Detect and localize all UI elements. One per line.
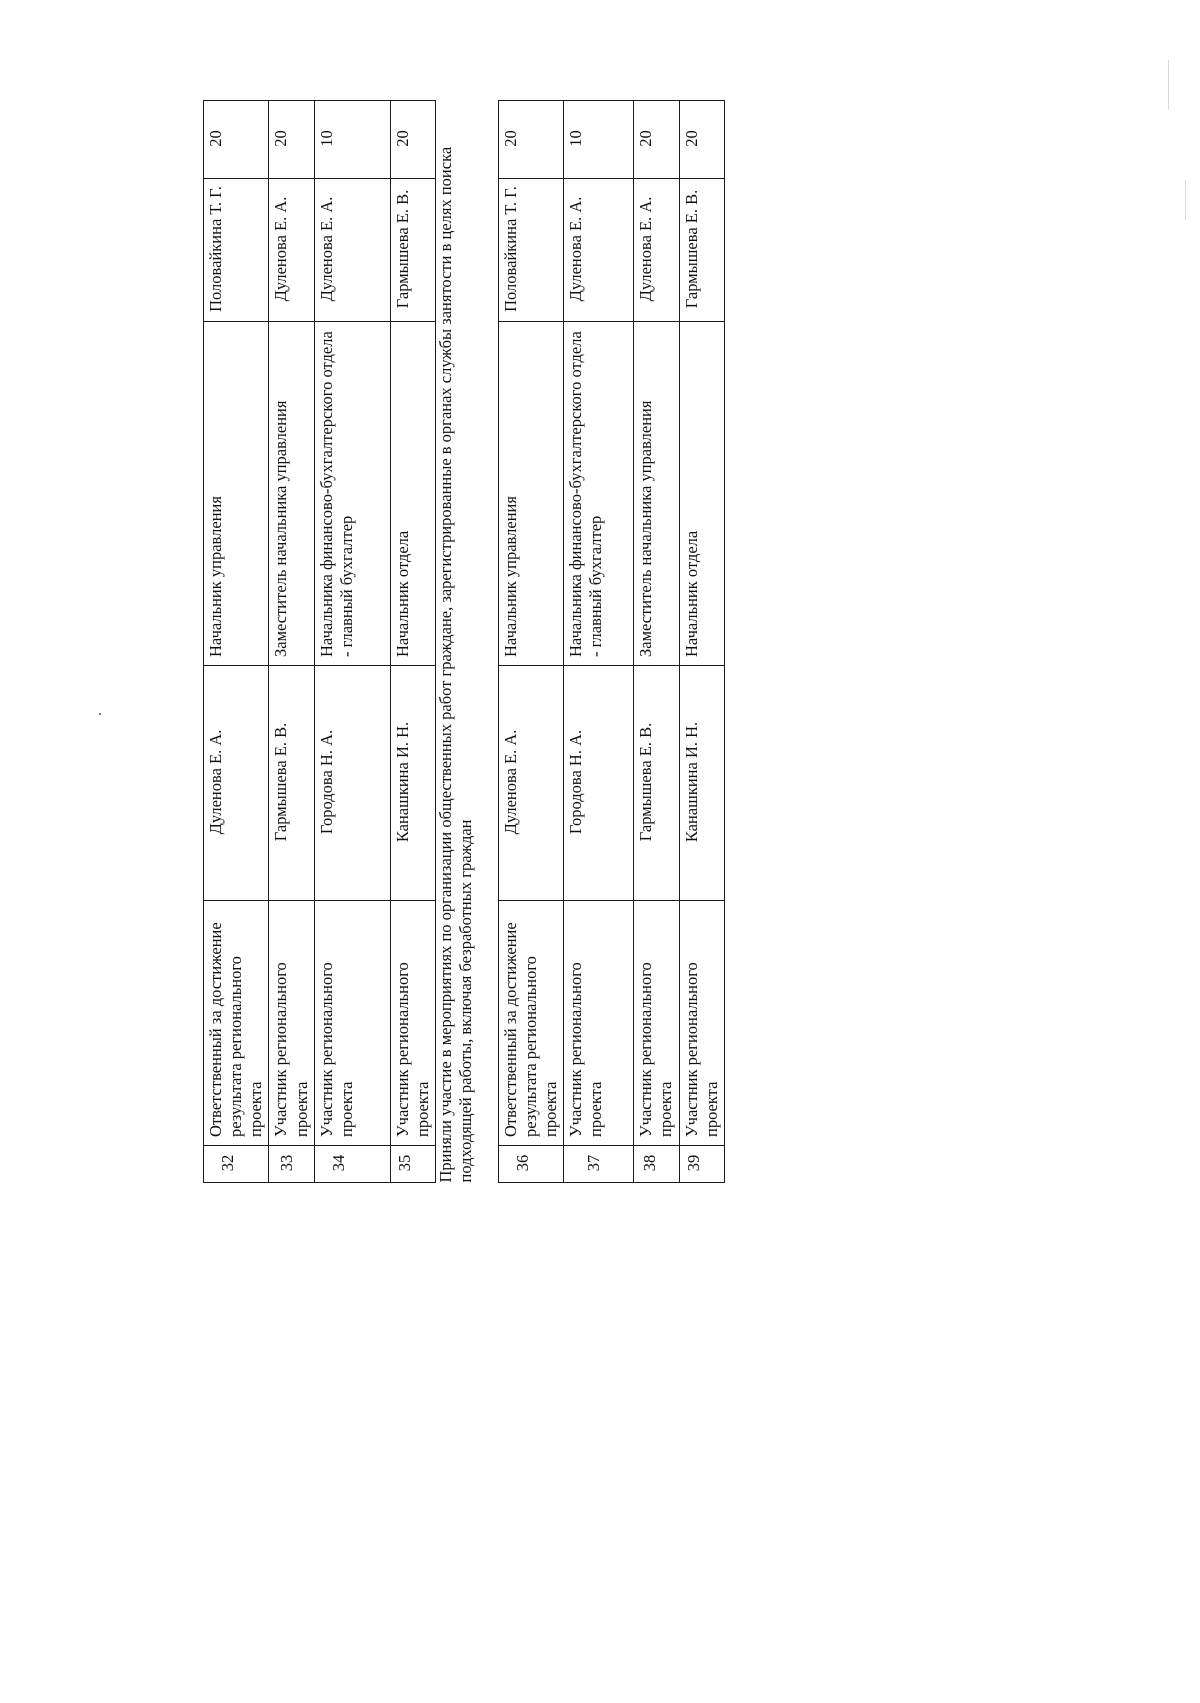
employee-name: Канашкина И. Н. (679, 666, 724, 901)
substitute-name: Дуленова Е. А. (314, 179, 390, 322)
percentage-value: 20 (269, 101, 314, 179)
employee-position: Начальник отдела (390, 322, 435, 666)
table-row (564, 101, 634, 1183)
percentage-value: 20 (634, 101, 679, 179)
substitute-name: Гармышева Е. В. (390, 179, 435, 322)
percentage-value: 20 (390, 101, 435, 179)
percentage-value: 10 (564, 101, 634, 179)
table-row (634, 101, 679, 1183)
row-number: 38 (634, 1146, 679, 1183)
project-role: Участник регионального проекта (564, 901, 634, 1146)
substitute-name: Половайкина Т. Г. (204, 179, 269, 322)
substitute-name: Половайкина Т. Г. (498, 179, 563, 322)
project-role: Ответственный за достижение результата регионального проекта (204, 901, 269, 1146)
row-number: 39 (679, 1146, 724, 1183)
employee-position: Начальник управления (498, 322, 563, 666)
percentage-value: 20 (679, 101, 724, 179)
employee-name: Дуленова Е. А. (204, 666, 269, 901)
row-number: 32 (204, 1146, 269, 1183)
table-row (498, 101, 563, 1183)
project-role: Ответственный за достижение результата регионального проекта (498, 901, 563, 1146)
row-number: 37 (564, 1146, 634, 1183)
percentage-value: 10 (314, 101, 390, 179)
employee-name: Гармышева Е. В. (634, 666, 679, 901)
table-row (314, 101, 390, 1183)
substitute-name: Дуленова Е. А. (634, 179, 679, 322)
row-number: 35 (390, 1146, 435, 1183)
substitute-name: Гармышева Е. В. (679, 179, 724, 322)
employee-position: Заместитель начальника управления (634, 322, 679, 666)
scan-artifact-line (1168, 60, 1169, 110)
table-row (390, 101, 435, 1183)
employee-position: Начальника финансово-бухгалтерского отдела - главный бухгалтер (314, 322, 390, 666)
employee-name: Городова Н. А. (314, 666, 390, 901)
section-heading: Приняли участие в мероприятиях по организации общественных работ граждане, зарегистрированные в органах службы занятости в целях поиска подходящей работы, включая безработных граждан (435, 101, 498, 1183)
employee-name: Канашкина И. Н. (390, 666, 435, 901)
rotated-table-container (203, 101, 721, 1183)
project-role: Участник регионального проекта (390, 901, 435, 1146)
employee-name: Гармышева Е. В. (269, 666, 314, 901)
row-number: 33 (269, 1146, 314, 1183)
percentage-value: 20 (498, 101, 563, 179)
employee-position: Заместитель начальника управления (269, 322, 314, 666)
substitute-name: Дуленова Е. А. (564, 179, 634, 322)
employee-position: Начальник управления (204, 322, 269, 666)
project-role: Участник регионального проекта (634, 901, 679, 1146)
employee-position: Начальника финансово-бухгалтерского отдела - главный бухгалтер (564, 322, 634, 666)
table-row (204, 101, 269, 1183)
employee-position: Начальник отдела (679, 322, 724, 666)
employee-name: Городова Н. А. (564, 666, 634, 901)
substitute-name: Дуленова Е. А. (269, 179, 314, 322)
scan-speck (99, 713, 101, 715)
employee-name: Дуленова Е. А. (498, 666, 563, 901)
row-number: 34 (314, 1146, 390, 1183)
project-role: Участник регионального проекта (314, 901, 390, 1146)
table-row (679, 101, 724, 1183)
section-heading-row (435, 101, 498, 1183)
percentage-value: 20 (204, 101, 269, 179)
scan-artifact-line (1185, 180, 1186, 220)
table-row (269, 101, 314, 1183)
project-role: Участник регионального проекта (679, 901, 724, 1146)
project-role: Участник регионального проекта (269, 901, 314, 1146)
responsibility-table (203, 100, 725, 1183)
row-number: 36 (498, 1146, 563, 1183)
